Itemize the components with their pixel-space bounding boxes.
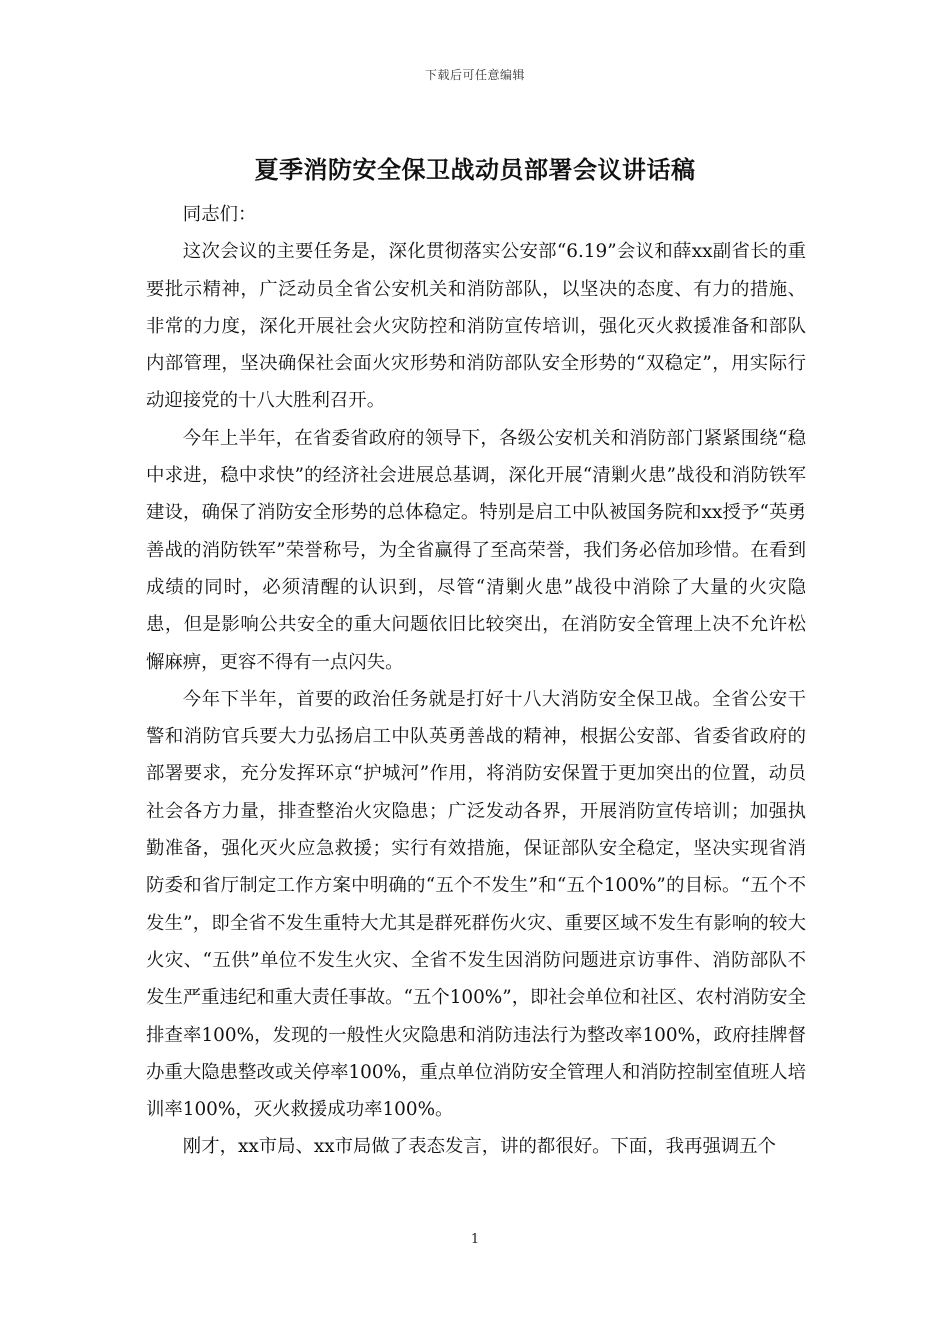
header-note: 下载后可任意编辑 — [424, 68, 525, 82]
body-paragraph: 这次会议的主要任务是，深化贯彻落实公安部“6.19”会议和薛xx副省长的重要批示精神，广泛动员全省公安机关和消防部队，以坚决的态度、有力的措施、非常的力度，深化开展社会火灾防控和消防宣传培训，强化灭火救援准备和部队内部管理，坚决确保社会面火灾形势和消防部队安全形势的“双稳定”，用实际行动迎接党的十八大胜利召开。 — [146, 241, 806, 412]
salutation-paragraph: 同志们： — [182, 204, 257, 225]
body-paragraph: 刚才，xx市局、xx市局做了表态发言，讲的都很好。下面，我再强调五个 — [182, 1136, 777, 1158]
document-body — [146, 196, 806, 1166]
page-number: 1 — [470, 1232, 480, 1247]
body-paragraph: 今年上半年，在省委省政府的领导下，各级公安机关和消防部门紧紧围绕“稳中求进，稳中求快”的经济社会进展总基调，深化开展“清剿火患”战役和消防铁军建设，确保了消防安全形势的总体稳定。特别是启工中队被国务院和xx授予“英勇善战的消防铁军”荣誉称号，为全省赢得了至高荣誉，我们务必倍加珍惜。在看到成绩的同时，必须清醒的认识到，尽管“清剿火患”战役中消除了大量的火灾隐患，但是影响公共安全的重大问题依旧比较突出，在消防安全管理上决不允许松懈麻痹，更容不得有一点闪失。 — [146, 427, 806, 673]
body-paragraph: 今年下半年，首要的政治任务就是打好十八大消防安全保卫战。全省公安干警和消防官兵要大力弘扬启工中队英勇善战的精神，根据公安部、省委省政府的部署要求，充分发挥环京“护城河”作用，将消防安保置于更加突出的位置，动员社会各方力量，排查整治火灾隐患；广泛发动各界，开展消防宣传培训；加强执勤准备，强化灭火应急救援；实行有效措施，保证部队安全稳定，坚决实现省消防委和省厅制定工作方案中明确的“五个不发生”和“五个100%”的目标。“五个不发生”，即全省不发生重特大尤其是群死群伤火灾、重要区域不发生有影响的较大火灾、“五供”单位不发生火灾、全省不发生因消防问题进京访事件、消防部队不发生严重违纪和重大责任事故。“五个100%”，即社会单位和社区、农村消防安全排查率100%，发现的一般性火灾隐患和消防违法行为整改率100%，政府挂牌督办重大隐患整改或关停率100%，重点单位消防安全管理人和消防控制室值班人培训率100%，灭火救援成功率100%。 — [146, 688, 806, 1121]
document-title: 夏季消防安全保卫战动员部署会议讲话稿 — [254, 156, 696, 184]
